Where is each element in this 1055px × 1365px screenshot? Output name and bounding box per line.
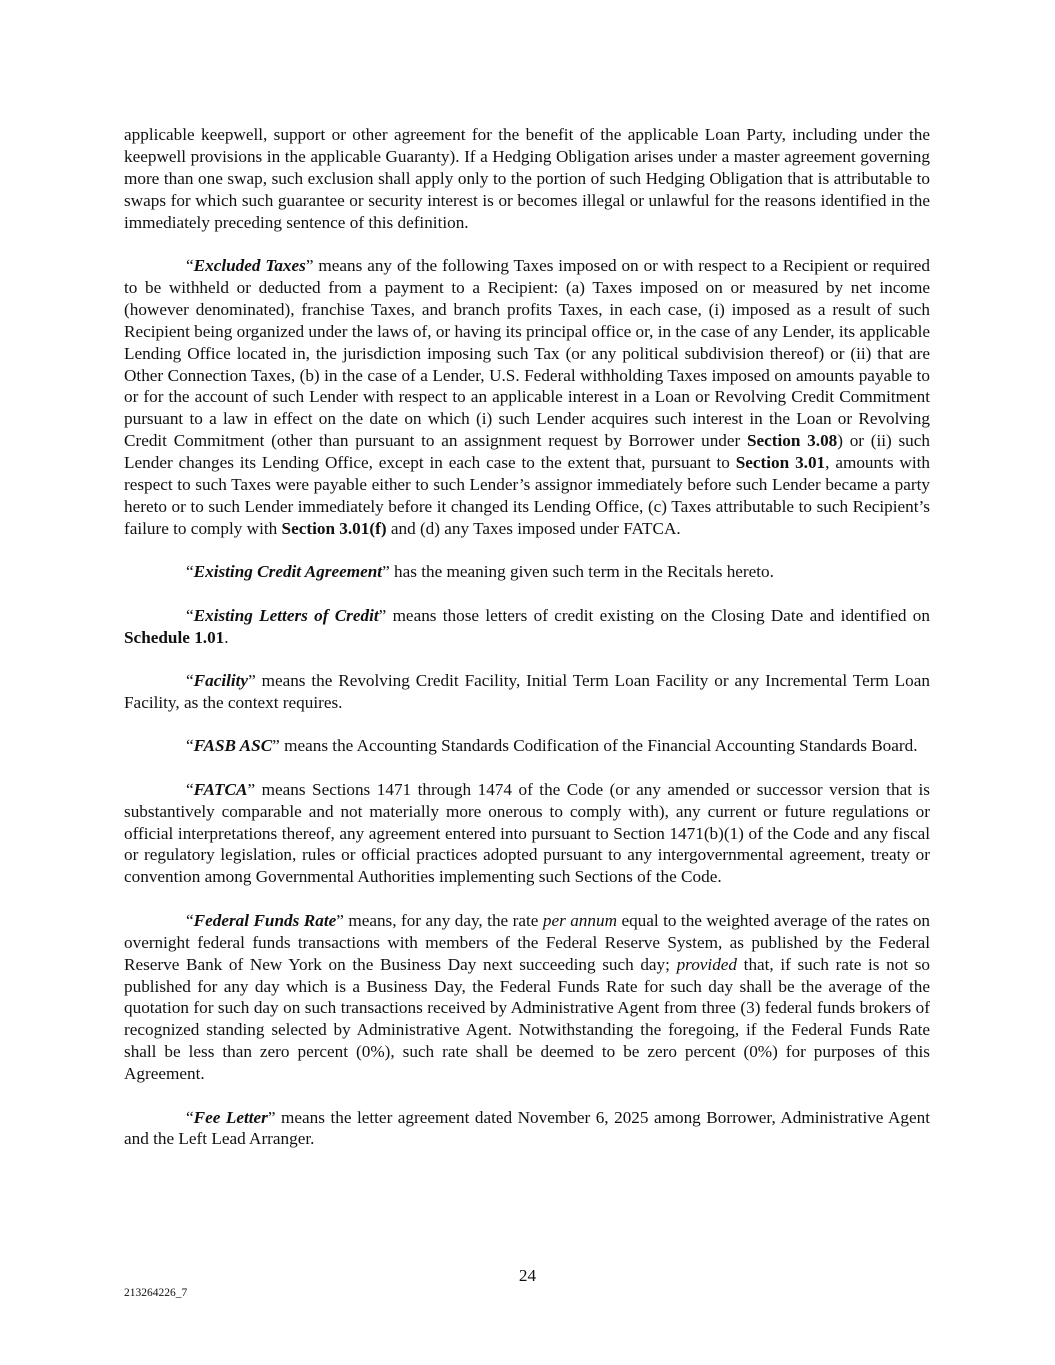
definition-excluded-taxes xyxy=(124,255,930,540)
defined-term: Facility xyxy=(193,671,249,691)
open-quote: “ xyxy=(186,256,194,276)
definition-text: equal to the weighted average of the rates on overnight federal funds transactions with members of the Federal Reserve System, as published by the Federal Reserve Bank of New York on the Business Day next succeeding such day; xyxy=(124,910,931,974)
definition-text: , amounts with respect to such Taxes were payable either to such Lender’s assignor immediately before such Lender became a party hereto or to such Lender immediately before it changed its Lending Office, (c) Taxes attributable to such Recipient’s failure to comply with xyxy=(124,453,930,538)
definition-text: ” means those letters of credit existing on the Closing Date and identified on xyxy=(378,605,930,625)
definition-text: ” means the Accounting Standards Codification of the Financial Accounting Standards Board. xyxy=(272,736,918,756)
defined-term: Excluded Taxes xyxy=(193,256,306,276)
defined-term: Existing Letters of Credit xyxy=(193,605,379,625)
open-quote: “ xyxy=(186,562,194,582)
italic-phrase: per annum xyxy=(542,910,617,930)
definition-existing-letters-of-credit xyxy=(124,605,930,649)
definition-fasb-asc xyxy=(124,735,930,757)
defined-term: Fee Letter xyxy=(193,1107,268,1127)
section-reference: Section 3.01 xyxy=(735,453,826,473)
definition-fee-letter xyxy=(124,1107,930,1151)
section-reference: Section 3.08 xyxy=(746,431,838,451)
definition-text: ” means Sections 1471 through 1474 of the Code (or any amended or successor version that is substantively comparable and not materially more onerous to comply with), any current or future regulations or official interpretations thereof, any agreement entered into pursuant to Section 1471(b)(1) of the Code and any fiscal or regulatory legislation, rules or official practices adopted pursuant to any intergovernmental agreement, treaty or convention among Governmental Authorities implementing such Sections of the Code. xyxy=(124,779,930,887)
definition-text: ” means any of the following Taxes imposed on or with respect to a Recipient or required to be withheld or deducted from a payment to a Recipient: (a) Taxes imposed on or measured by net income (however denominated), franchise Taxes, and branch profits Taxes, in each case, (i) imposed as a result of such Recipient being organized under the laws of, or having its principal office or, in the case of any Lender, its applicable Lending Office located in, the jurisdiction imposing such Tax (or any political subdivision thereof) or (ii) that are Other Connection Taxes, (b) in the case of a Lender, U.S. Federal withholding Taxes imposed on amounts payable to or for the account of such Lender with respect to an applicable interest in a Loan or Revolving Credit Commitment pursuant to a law in effect on the date on which (i) such Lender acquires such interest in the Loan or Revolving Credit Commitment (other than pursuant to an assignment request by Borrower under xyxy=(124,256,931,451)
italic-phrase: provided xyxy=(676,954,738,974)
defined-term: Federal Funds Rate xyxy=(193,910,337,930)
document-id: 213264226_7 xyxy=(124,1287,188,1299)
open-quote: “ xyxy=(186,1107,194,1127)
defined-term: Existing Credit Agreement xyxy=(193,562,383,582)
definition-text: ” means, for any day, the rate xyxy=(336,910,543,930)
definition-text: ) or (ii) such Lender changes its Lending Office, except in each case to the extent that, pursuant to xyxy=(124,431,930,473)
definition-text: ” means the letter agreement dated November 6, 2025 among Borrower, Administrative Agent and the Left Lead Arranger. xyxy=(124,1107,931,1149)
open-quote: “ xyxy=(186,779,194,799)
definition-text: and (d) any Taxes imposed under FATCA. xyxy=(386,518,681,538)
definition-text: . xyxy=(224,627,229,647)
definition-text: ” means the Revolving Credit Facility, Initial Term Loan Facility or any Incremental Term Loan Facility, as the context requires. xyxy=(124,671,930,712)
paragraph-text: applicable keepwell, support or other agreement for the benefit of the applicable Loan Party, including under the keepwell provisions in the applicable Guaranty). If a Hedging Obligation arises under a master agreement governing more than one swap, such exclusion shall apply only to the portion of such Hedging Obligation that is attributable to swaps for which such guarantee or security interest is or becomes illegal or unlawful for the reasons identified in the immediately preceding sentence of this definition. xyxy=(124,125,930,232)
schedule-reference: Schedule 1.01 xyxy=(124,627,225,647)
definition-facility xyxy=(124,670,930,714)
open-quote: “ xyxy=(186,605,194,625)
document-body xyxy=(124,124,930,1172)
open-quote: “ xyxy=(186,671,194,691)
definition-fatca xyxy=(124,779,930,889)
definition-text: that, if such rate is not so published for any day which is a Business Day, the Federal Funds Rate for such day shall be the average of the quotation for such day on such transactions received by Administrative Agent from three (3) federal funds brokers of recognized standing selected by Administrative Agent. Notwithstanding the foregoing, if the Federal Funds Rate shall be less than zero percent (0%), such rate shall be deemed to be zero percent (0%) for purposes of this Agreement. xyxy=(124,954,930,1084)
open-quote: “ xyxy=(186,910,194,930)
defined-term: FATCA xyxy=(193,779,248,799)
definition-text: ” has the meaning given such term in the Recitals hereto. xyxy=(382,562,774,582)
paragraph-hedging-continuation xyxy=(124,124,930,234)
section-reference: Section 3.01(f) xyxy=(281,518,387,538)
page-number: 24 xyxy=(518,1266,537,1285)
definition-existing-credit-agreement xyxy=(124,561,930,583)
definition-federal-funds-rate xyxy=(124,910,930,1085)
open-quote: “ xyxy=(186,736,194,756)
defined-term: FASB ASC xyxy=(193,736,273,756)
